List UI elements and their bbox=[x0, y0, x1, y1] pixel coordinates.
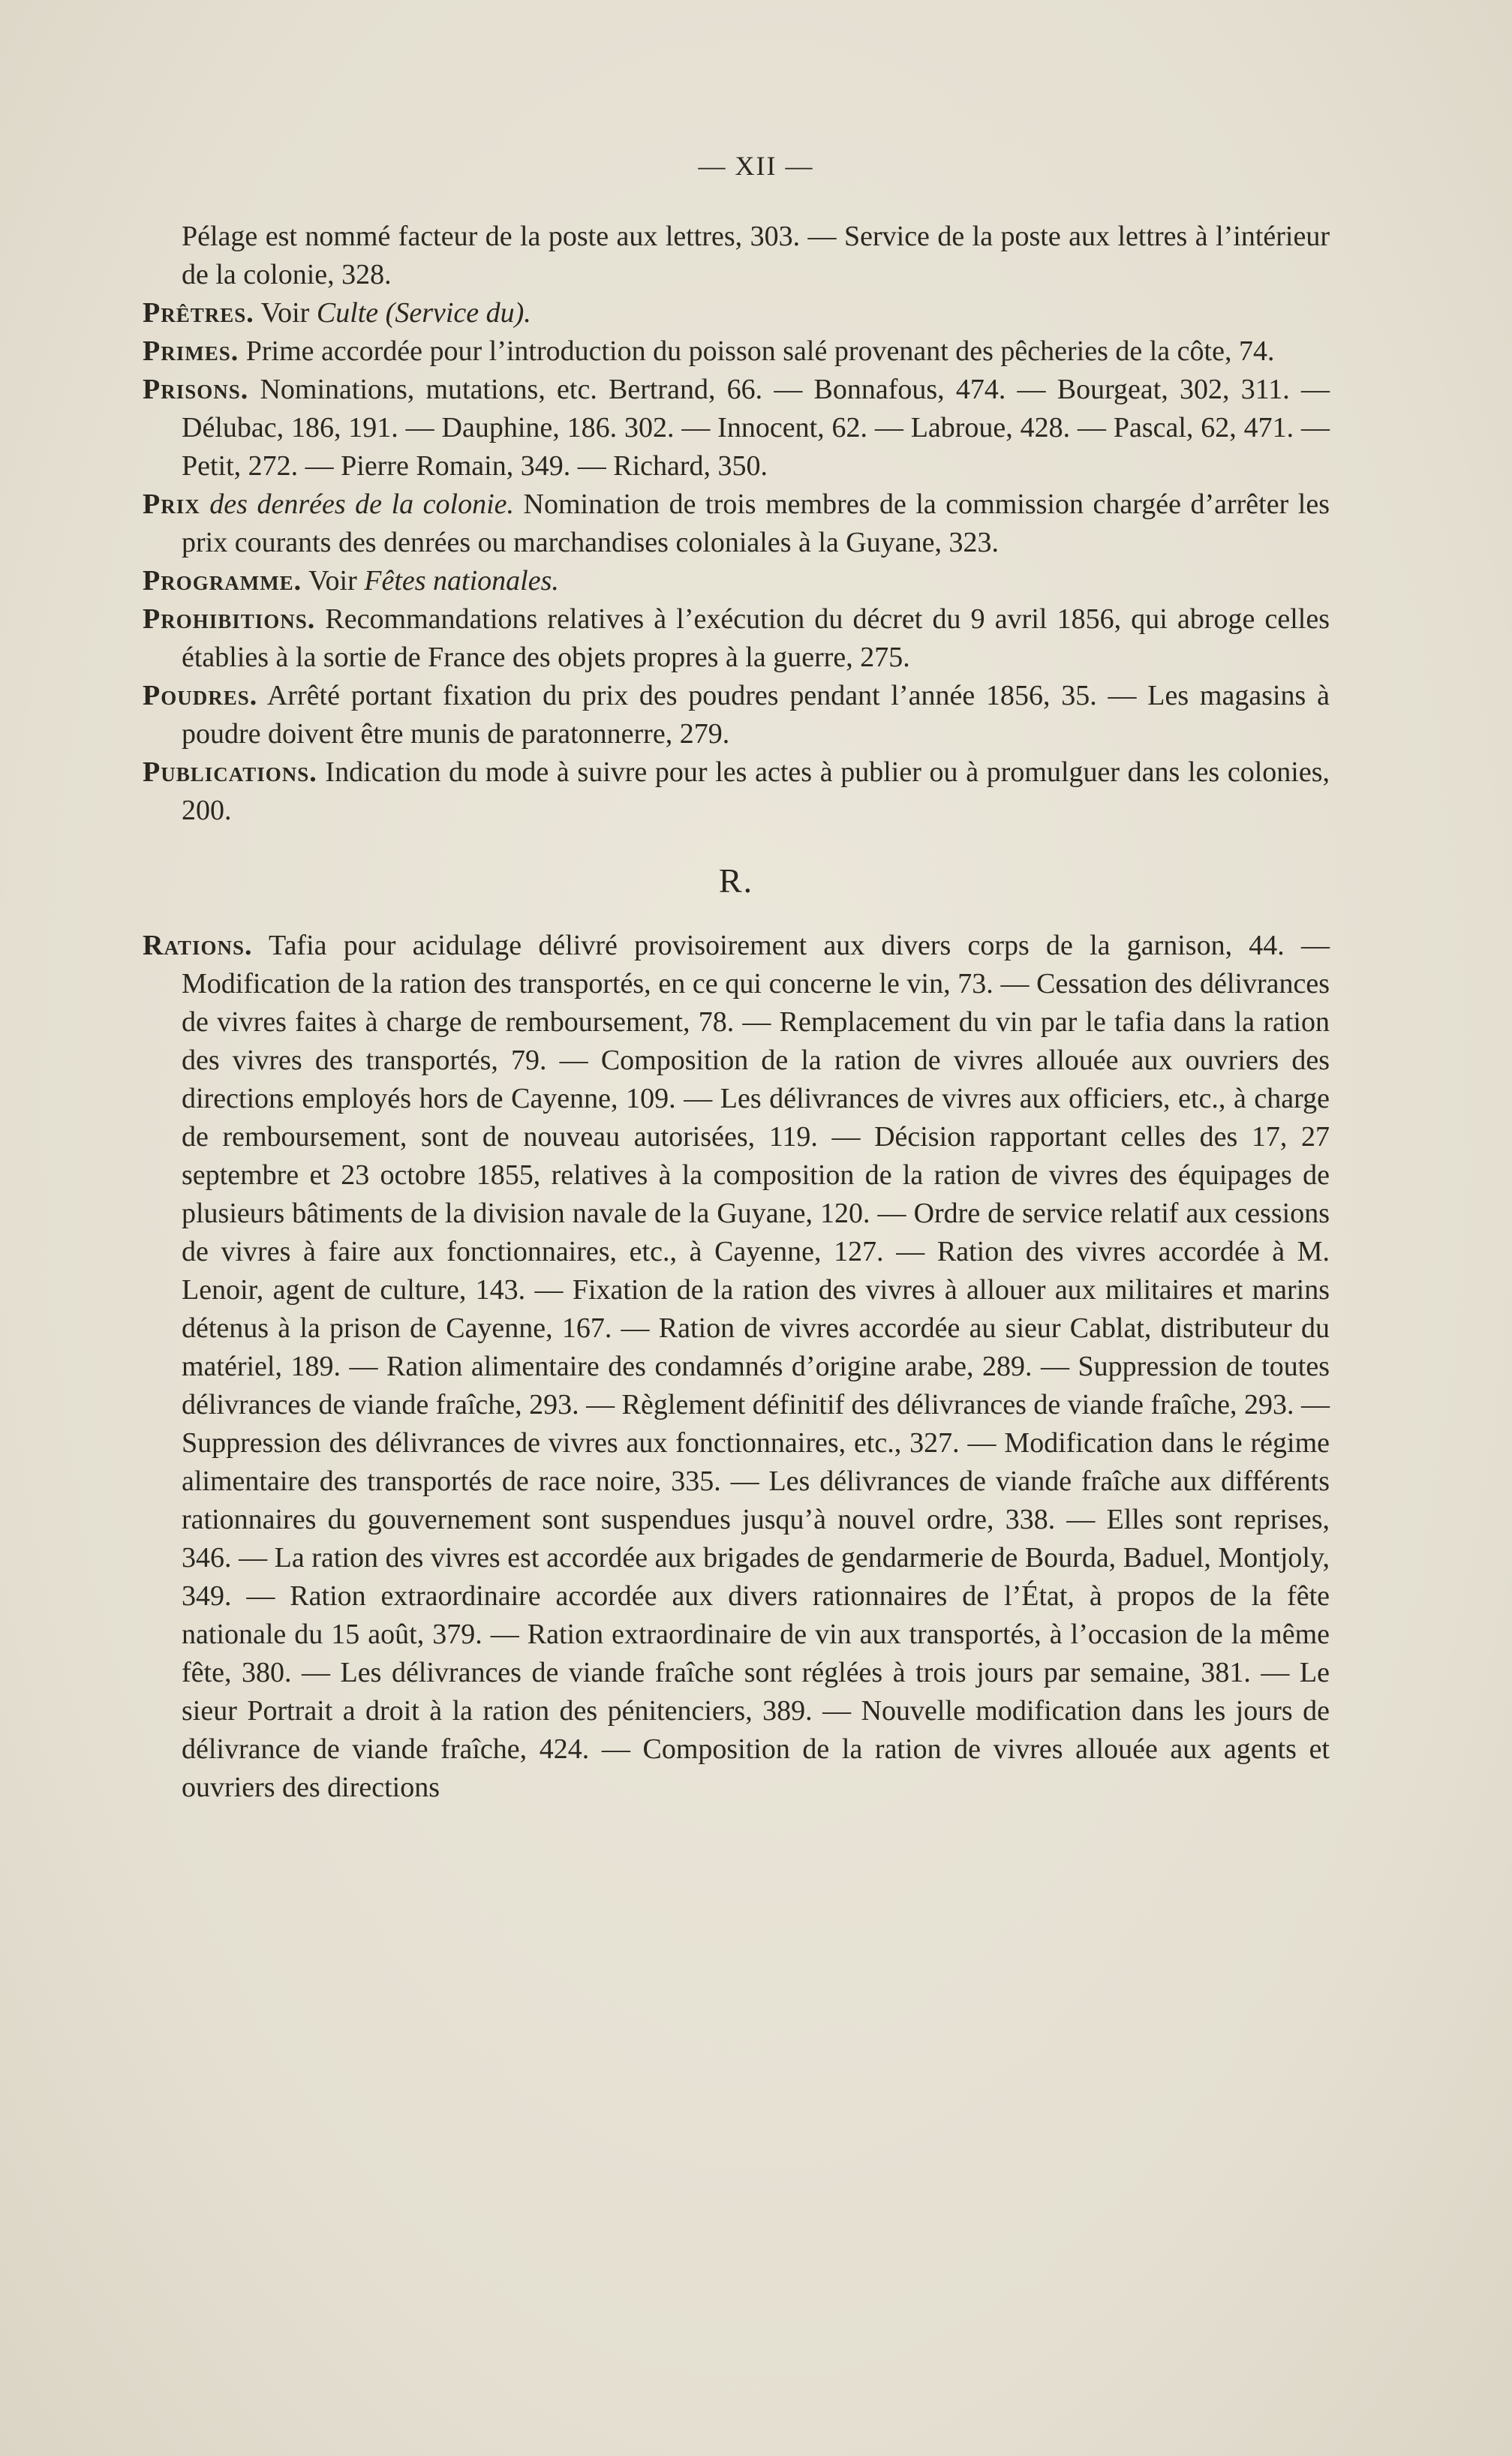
index-entry-continuation bbox=[143, 218, 1330, 294]
entry-italic: des denrées de la colonie. bbox=[209, 488, 515, 520]
entry-italic: Culte (Service du). bbox=[316, 297, 531, 329]
entry-heading: Rations. bbox=[143, 930, 253, 961]
entry-body: Arrêté portant fixation du prix des poudres pendant l’année 1856, 35. — Les magasins à poudre doivent être munis de paratonnerre, 279. bbox=[182, 680, 1330, 750]
entry-italic: Fêtes nationales. bbox=[364, 565, 559, 597]
entry-body: Tafia pour acidulage délivré provisoirement aux divers corps de la garnison, 44. — Modification de la ration des transportés, en ce qui concerne le vin, 73. — Cessation des délivrances de vivres faites à charge de remboursement, 78. — Remplacement du vin par le tafia dans la ration des vivres des transportés, 79. — Composition de la ration de vivres allouée aux ouvriers des directions employés hors de Cayenne, 109. — Les délivrances de vivres aux officiers, etc., à charge de remboursement, sont de nouveau autorisées, 119. — Décision rapportant celles des 17, 27 septembre et 23 octobre 1855, relatives à la composition de la ration de vivres des équipages de plusieurs bâtiments de la division navale de la Guyane, 120. — Ordre de service relatif aux cessions de vivres à faire aux fonctionnaires, etc., à Cayenne, 127. — Ration des vivres accordée à M. Lenoir, agent de culture, 143. — Fixation de la ration des vivres à allouer aux militaires et marins détenus à la prison de Cayenne, 167. — Ration de vivres accordée au sieur Cablat, distributeur du matériel, 189. — Ration alimentaire des condamnés d’origine arabe, 289. — Suppression de toutes délivrances de viande fraîche, 293. — Règlement définitif des délivrances de viande fraîche, 293. — Suppression des délivrances de vivres aux fonctionnaires, etc., 327. — Modification dans le régime alimentaire des transportés de race noire, 335. — Les délivrances de viande fraîche aux différents rationnaires du gouvernement sont suspendues jusqu’à nouvel ordre, 338. — Elles sont reprises, 346. — La ration des vivres est accordée aux brigades de gendarmerie de Bourda, Baduel, Montjoly, 349. — Ration extraordinaire accordée aux divers rationnaires de l’État, à propos de la fête nationale du 15 août, 379. — Ration extraordinaire de vin aux transportés, à l’occasion de la même fête, 380. — Les délivrances de viande fraîche sont réglées à trois jours par semaine, 381. — Le sieur Portrait a droit à la ration des pénitenciers, 389. — Nouvelle modification dans les jours de délivrance de viande fraîche, 424. — Composition de la ration de vivres allouée aux agents et ouvriers des directions bbox=[182, 930, 1330, 1803]
entry-body: Voir bbox=[254, 297, 317, 329]
index-entry-prohibitions bbox=[143, 600, 1330, 677]
index-entry-prisons bbox=[143, 371, 1330, 485]
entry-heading: Prisons. bbox=[143, 374, 249, 405]
entry-heading: Prêtres. bbox=[143, 297, 254, 329]
index-text bbox=[143, 218, 1330, 1807]
index-entry-programme bbox=[143, 562, 1330, 600]
entry-body bbox=[200, 488, 210, 520]
entry-heading: Programme. bbox=[143, 565, 302, 597]
entry-heading: Publications. bbox=[143, 756, 317, 788]
entry-heading: Prohibitions. bbox=[143, 603, 316, 635]
entry-body: Recommandations relatives à l’exécution du décret du 9 avril 1856, qui abroge celles établies à la sortie de France des objets propres à la guerre, 275. bbox=[182, 603, 1330, 673]
entry-after: Nomination de trois membres de la commission chargée d’arrêter les prix courants des denrées ou marchandises coloniales à la Guyane, 323. bbox=[182, 488, 1330, 558]
entry-body: Indication du mode à suivre pour les actes à publier ou à promulguer dans les colonies, 200. bbox=[182, 756, 1330, 826]
entry-heading: Poudres. bbox=[143, 680, 258, 711]
index-entry-publications bbox=[143, 753, 1330, 830]
index-entry-pretres bbox=[143, 294, 1330, 332]
entry-body: Prime accordée pour l’introduction du poisson salé provenant des pêcheries de la côte, 74. bbox=[239, 335, 1275, 367]
entry-body: Voir bbox=[302, 565, 365, 597]
entry-body: Nominations, mutations, etc. Bertrand, 66. — Bonnafous, 474. — Bourgeat, 302, 311. — Délubac, 186, 191. — Dauphine, 186. 302. — Innocent, 62. — Labroue, 428. — Pascal, 62, 471. — Petit, 272. — Pierre Romain, 349. — Richard, 350. bbox=[182, 374, 1330, 482]
entry-heading: Prix bbox=[143, 488, 200, 520]
entry-heading: Primes. bbox=[143, 335, 239, 367]
index-entry-rations bbox=[143, 927, 1330, 1807]
index-entry-primes bbox=[143, 332, 1330, 371]
index-entry-prix bbox=[143, 485, 1330, 562]
running-head: — XII — bbox=[698, 151, 814, 181]
section-letter: R. bbox=[718, 861, 754, 900]
entry-body: Pélage est nommé facteur de la poste aux lettres, 303. — Service de la poste aux lettres à l’intérieur de la colonie, 328. bbox=[182, 221, 1330, 290]
index-entry-poudres bbox=[143, 677, 1330, 753]
